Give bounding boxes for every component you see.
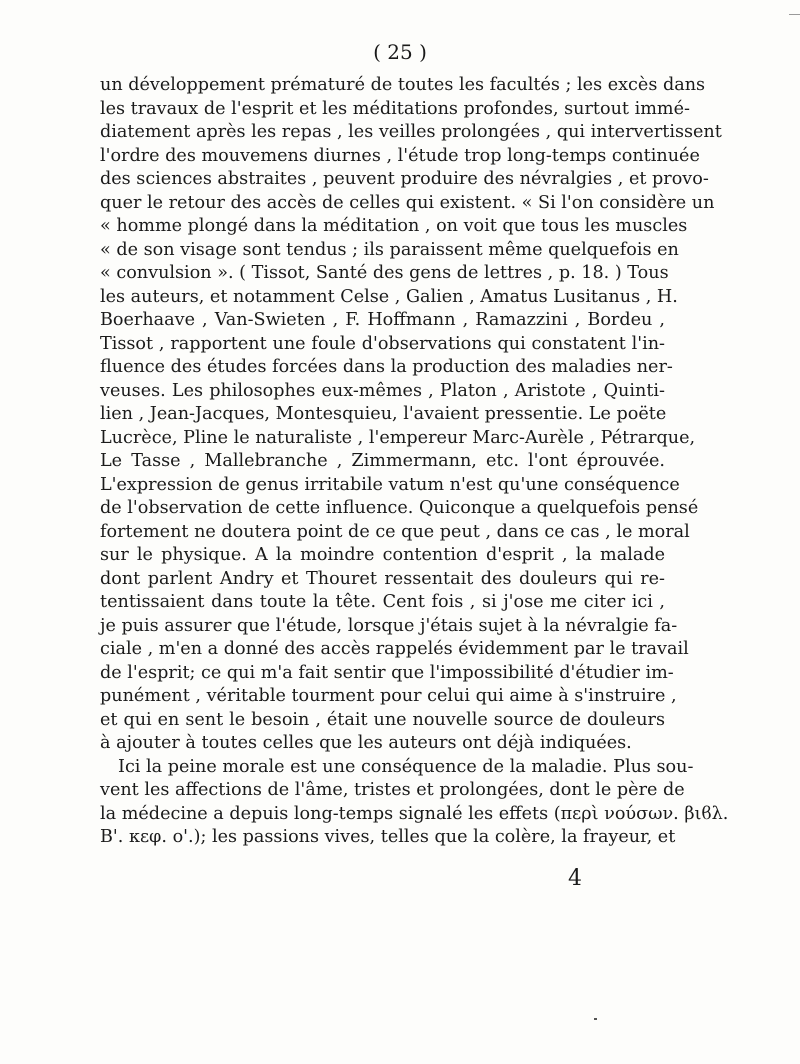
text-line: Le Tasse , Mallebranche , Zimmermann, etc. l'ont éprouvée. — [100, 451, 665, 471]
text-line: « convulsion ». ( Tissot, Santé des gens de lettres , p. 18. ) Tous — [100, 263, 669, 283]
page-number: ( 25 ) — [373, 40, 427, 64]
text-line: quer le retour des accès de celles qui existent. « Si l'on considère un — [100, 192, 715, 213]
text-line: Lucrèce, Pline le naturaliste , l'empereur Marc-Aurèle , Pétrarque, — [100, 427, 696, 448]
text-line: diatement après les repas , les veilles prolongées , qui intervertissent — [100, 122, 722, 142]
body-text — [100, 74, 729, 850]
text-line: punément , véritable tourment pour celui qui aime à s'instruire , — [100, 686, 677, 706]
text-line: les auteurs, et notamment Celse , Galien , Amatus Lusitanus , H. — [100, 286, 678, 307]
text-line: et qui en sent le besoin , était une nouvelle source de douleurs — [100, 709, 665, 730]
text-line: l'ordre des mouvemens diurnes , l'étude trop long-temps continuée — [100, 145, 700, 166]
signature-mark: 4 — [568, 866, 582, 891]
paragraph — [100, 74, 722, 756]
text-line: tentissaient dans toute la tête. Cent fois , si j'ose me citer ici , — [100, 592, 665, 612]
text-line: « homme plongé dans la méditation , on voit que tous les muscles — [100, 216, 688, 236]
text-line: à ajouter à toutes celles que les auteurs ont déjà indiquées. — [100, 733, 632, 753]
text-line: la médecine a depuis long-temps signalé les effets (περὶ νούσων. βιϐλ. — [100, 803, 729, 824]
text-line: des sciences abstraites , peuvent produire des névralgies , et provo- — [100, 169, 709, 189]
paragraph — [100, 756, 729, 850]
text-line: de l'observation de cette influence. Quiconque a quelquefois pensé — [100, 498, 699, 518]
text-line: dont parlent Andry et Thouret ressentait des douleurs qui re- — [100, 568, 665, 589]
scan-edge-mark — [789, 14, 800, 15]
text-line: sur le physique. A la moindre contention d'esprit , la malade — [100, 545, 665, 565]
ink-speck — [594, 1018, 597, 1020]
text-line: lien , Jean-Jacques, Montesquieu, l'avaient pressentie. Le poëte — [100, 404, 667, 424]
text-line: L'expression de genus irritabile vatum n'est qu'une conséquence — [100, 474, 680, 495]
text-line: un développement prématuré de toutes les facultés ; les excès dans — [100, 75, 706, 95]
text-line: les travaux de l'esprit et les méditations profondes, surtout immé- — [100, 98, 690, 119]
text-line: Β'. κεφ. ο'.); les passions vives, telles que la colère, la frayeur, et — [100, 827, 676, 847]
text-line: vent les affections de l'âme, tristes et prolongées, dont le père de — [100, 780, 685, 800]
text-line: je puis assurer que l'étude, lorsque j'étais sujet à la névralgie fa- — [100, 615, 678, 636]
text-line: « de son visage sont tendus ; ils paraissent même quelquefois en — [100, 239, 679, 260]
text-line: Boerhaave , Van-Swieten , F. Hoffmann , Ramazzini , Bordeu , — [100, 310, 665, 330]
text-line: Tissot , rapportent une foule d'observations qui constatent l'in- — [100, 333, 665, 354]
text-line: Ici la peine morale est une conséquence de la maladie. Plus sou- — [118, 756, 694, 777]
text-line: ciale , m'en a donné des accès rappelés évidemment par le travail — [100, 639, 689, 659]
text-line: de l'esprit; ce qui m'a fait sentir que l'impossibilité d'étudier im- — [100, 662, 674, 683]
text-line: veuses. Les philosophes eux-mêmes , Platon , Aristote , Quinti- — [100, 380, 665, 401]
text-line: fortement ne doutera point de ce que peut , dans ce cas , le moral — [100, 521, 690, 542]
text-line: fluence des études forcées dans la production des maladies ner- — [100, 357, 673, 377]
